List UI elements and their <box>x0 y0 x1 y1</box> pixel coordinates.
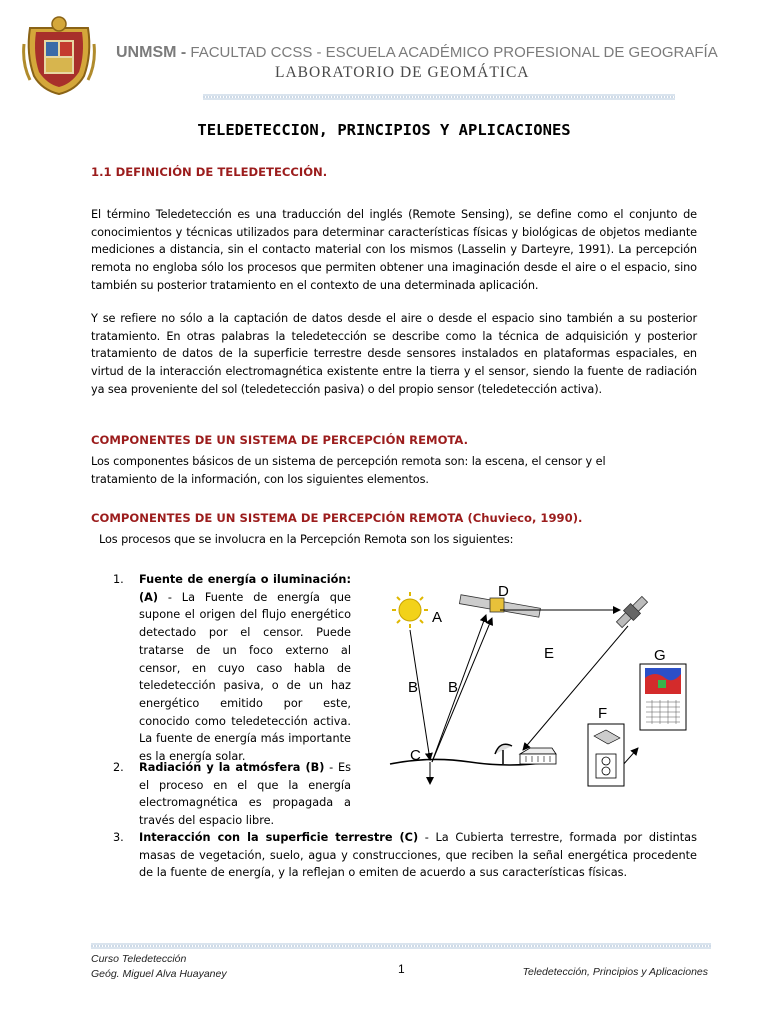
diagram-label-b: B <box>448 679 459 696</box>
list-item-title: Fuente de energía o iluminación: (A) <box>139 573 351 604</box>
remote-sensing-diagram <box>370 570 710 815</box>
footer-author: Geóg. Miguel Alva Huayaney <box>91 967 227 980</box>
satellite-icon-2 <box>614 594 649 629</box>
diagram-label-c: C <box>410 747 421 764</box>
header-laboratory: LABORATORIO DE GEOMÁTICA <box>275 64 530 81</box>
paragraph-processes-intro: Los procesos que se involucra en la Percepción Remota son los siguientes: <box>99 533 514 546</box>
list-item-surface-interaction <box>139 829 697 882</box>
footer-course: Curso Teledetección <box>91 953 187 965</box>
sun-icon <box>392 592 428 628</box>
header-divider <box>203 94 675 100</box>
section-heading-definition: 1.1 DEFINICIÓN DE TELEDETECCIÓN. <box>91 165 328 179</box>
processing-computer-icon <box>588 724 624 786</box>
footer-document-title: Teledetección, Principios y Aplicaciones <box>522 966 708 978</box>
header-unmsm: UNMSM - <box>116 44 187 61</box>
section-heading-chuvieco: COMPONENTES DE UN SISTEMA DE PERCEPCIÓN REMOTA (Chuvieco, 1990). <box>91 511 583 525</box>
header-faculty <box>116 44 756 62</box>
footer-course-info <box>91 952 227 981</box>
section-heading-components: COMPONENTES DE UN SISTEMA DE PERCEPCIÓN REMOTA. <box>91 433 469 447</box>
header-faculty-text: FACULTAD CCSS - ESCUELA ACADÉMICO PROFESIONAL DE GEOGRAFÍA <box>186 44 718 61</box>
diagram-label-f: F <box>598 705 608 722</box>
list-item-title: Radiación y la atmósfera (B) <box>139 761 325 774</box>
diagram-label-g: G <box>654 647 666 664</box>
footer-divider <box>91 943 711 949</box>
list-item-energy-source <box>139 571 351 766</box>
list-item-text: - Es el proceso en el que la energía electromagnética es propagada a través del espacio libre. <box>139 761 351 828</box>
university-crest-logo <box>22 14 96 96</box>
list-item-radiation <box>139 759 351 830</box>
list-number: 3. <box>113 831 124 844</box>
paragraph-definition-1: El término Teledetección es una traducción del inglés (Remote Sensing), se define como el conjunto de conocimientos y técnicas utilizados para determinar características físicas y biológicas de objetos mediante mediciones a distancia, sin el contacto material con los mismos (Lasselin y Darteyre, 1991). La percepción remota no engloba sólo los procesos que permiten obtener una imaginación desde el aire o el espacio, sino también su posterior tratamiento en el contexto de una determinada aplicación. <box>91 208 697 292</box>
output-image-icon <box>640 664 686 730</box>
diagram-label-e: E <box>544 645 555 662</box>
diagram-label-a: A <box>432 609 443 626</box>
page-number: 1 <box>398 962 405 976</box>
diagram-label-d: D <box>498 583 509 600</box>
paragraph-components: Los componentes básicos de un sistema de percepción remota son: la escena, el censor y el tratamiento de la información, con los siguientes elementos. <box>91 455 606 486</box>
list-item-text: - La Cubierta terrestre, formada por distintas masas de vegetación, suelo, agua y construcciones, que reciben la señal energética procedente de la fuente de energía, y la reflejan o emiten de acuerdo a sus características físicas. <box>139 831 697 880</box>
list-number: 2. <box>113 761 124 774</box>
list-number: 1. <box>113 573 124 586</box>
paragraph-definition-2: Y se refiere no sólo a la captación de datos desde el aire o desde el espacio sino también a su posterior tratamiento. En otras palabras la teledetección se describe como la técnica de adquisición y posterior tratamiento de datos de la superficie terrestre desde sensores instalados en plataformas espaciales, en virtud de la interacción electromagnética existente entre la tierra y el sensor, siendo la fuente de radiación ya sea proveniente del sol (teledetección pasiva) o del propio sensor (teledetección activa). <box>91 312 697 396</box>
diagram-label-b: B <box>408 679 419 696</box>
station-building-icon <box>520 748 556 764</box>
list-item-text: - La Fuente de energía que supone el origen del flujo energético detectado por el censor. Puede tratarse de un foco externo al censor, en cuyo caso habla de teledetección pasiva, o de un haz energético emitido por este, conocido como teledetección activa. La fuente de energía más importante es la energía solar. <box>139 590 351 764</box>
antenna-icon <box>495 744 512 764</box>
list-item-title: Interacción con la superficie terrestre (C) <box>139 831 419 844</box>
document-title: TELEDETECCION, PRINCIPIOS Y APLICACIONES <box>197 121 571 139</box>
